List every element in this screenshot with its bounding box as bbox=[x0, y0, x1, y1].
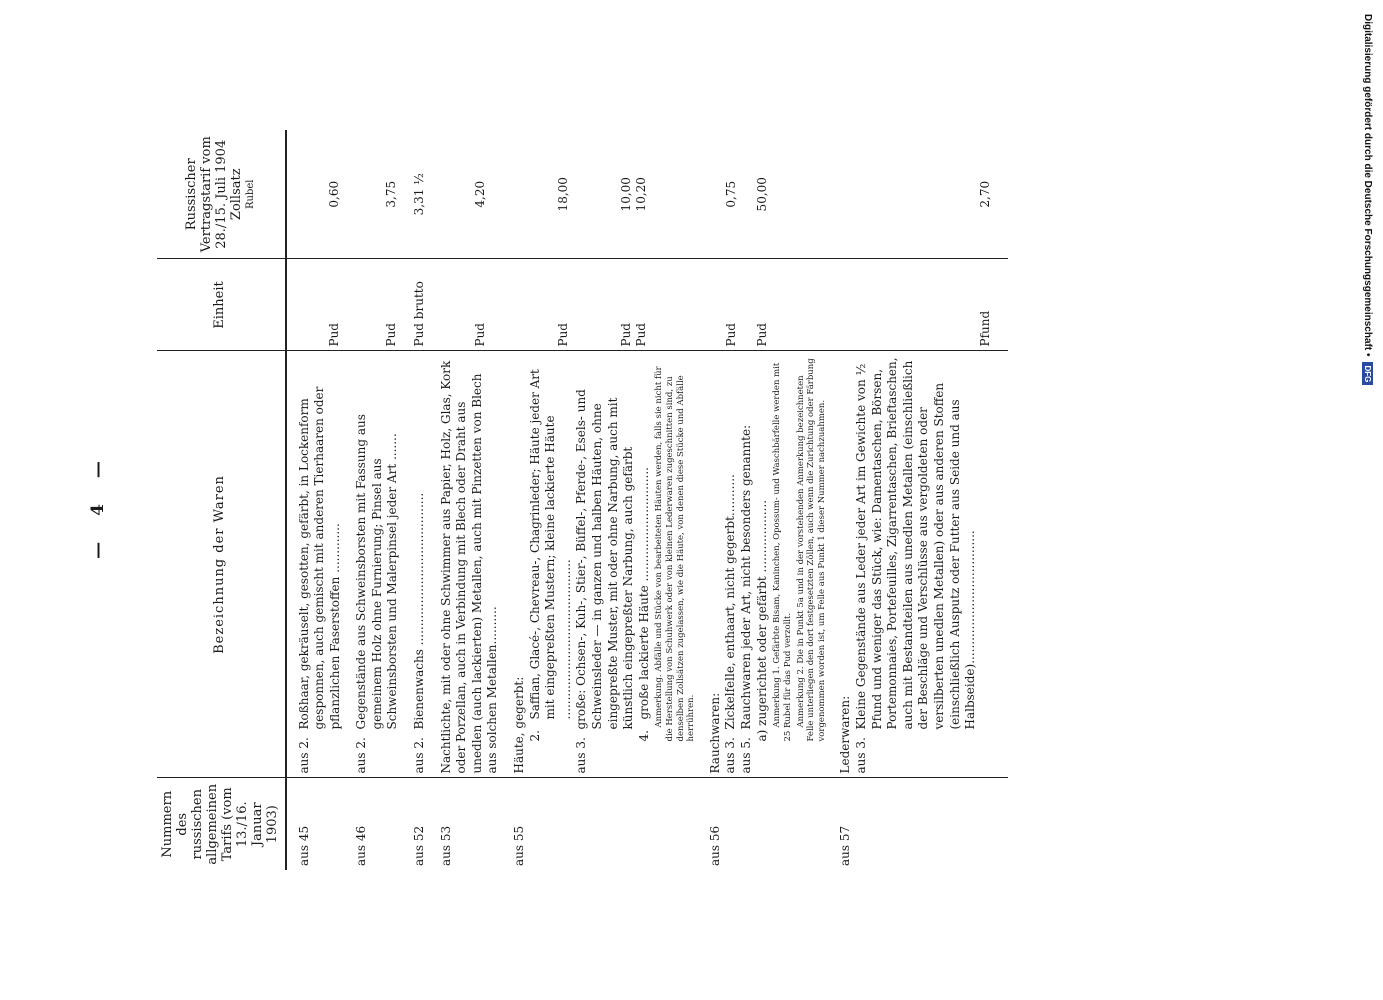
tariff-table-container bbox=[157, 130, 1237, 870]
tariff-number: aus 55 bbox=[512, 825, 527, 866]
item-number: 2. bbox=[527, 730, 542, 742]
table-header-row bbox=[157, 130, 286, 870]
item-rate: 3,75 bbox=[384, 180, 399, 208]
tariff-number: aus 57 bbox=[838, 825, 853, 866]
group-heading: Häute, gegerbt: bbox=[512, 676, 527, 774]
item-unit: Pfund bbox=[978, 310, 993, 347]
item-ref: aus 5. bbox=[739, 737, 754, 774]
item-rate: 10,00 bbox=[618, 177, 633, 212]
item-rate: 4,20 bbox=[472, 180, 487, 208]
item-rate: 10,20 bbox=[634, 177, 649, 212]
group-heading: Rauchwaren: bbox=[707, 692, 722, 774]
item-description: Nachtlichte, mit oder ohne Schwimmer aus Papier, Holz, Glas, Kork oder Porzellan, auch in Verbindung mit Blech oder Draht aus unedlen (auch lackierten) Metallen, auch mit Pinzetten von Blech aus solchen Metallen.......... bbox=[429, 351, 502, 778]
table-row bbox=[502, 130, 698, 870]
item-description: a) zugerichtet oder gefärbt ................... bbox=[754, 499, 769, 742]
tariff-number: aus 46 bbox=[354, 825, 369, 866]
item-description: Bienenwachs ........................................ bbox=[412, 492, 427, 730]
item-rate: 18,00 bbox=[556, 177, 571, 212]
tariff-number: aus 56 bbox=[707, 825, 722, 866]
item-ref: aus 3. bbox=[574, 737, 589, 774]
header-rate-label: Russischer Vertragstarif vom 28./15. Juli 1904 Zollsatz bbox=[184, 136, 244, 253]
item-ref: aus 3. bbox=[853, 737, 868, 774]
header-unit: Einheit bbox=[157, 259, 286, 351]
tariff-number: aus 53 bbox=[438, 825, 453, 866]
dfg-logo: DFG bbox=[1363, 362, 1374, 385]
item-description: Rauchwaren jeder Art, nicht besonders genannte: bbox=[739, 424, 754, 730]
item-description: Zickelfelle, enthaart, nicht gegerbt........... bbox=[723, 474, 738, 730]
tariff-number: aus 52 bbox=[412, 825, 427, 866]
sub-item bbox=[854, 356, 979, 774]
table-row bbox=[402, 130, 429, 870]
item-rate: 0,75 bbox=[723, 180, 738, 208]
item-rate: 2,70 bbox=[978, 180, 993, 208]
credit-text: Digitalisierung gefördert durch die Deutsche Forschungsgemeinschaft • bbox=[1362, 14, 1374, 357]
header-rate-unit: Rubel bbox=[244, 179, 256, 209]
header-rate bbox=[157, 130, 286, 259]
tariff-number: aus 45 bbox=[296, 825, 311, 866]
page-number: — 4 — bbox=[88, 451, 108, 559]
item-unit: Pud bbox=[384, 323, 399, 347]
group-heading: Lederwaren: bbox=[838, 695, 853, 774]
table-row bbox=[828, 130, 1008, 870]
item-ref: aus 3. bbox=[723, 737, 738, 774]
item-number: 4. bbox=[636, 730, 651, 742]
item-unit: Pud bbox=[634, 323, 649, 347]
item-unit: Pud bbox=[556, 323, 571, 347]
sub-item bbox=[739, 356, 755, 774]
sub-item bbox=[723, 356, 739, 774]
item-unit: Pud brutto bbox=[402, 259, 429, 351]
item-description: große: Ochsen-, Kuh-, Stier-, Büffel-, Pferde-, Esels- und Schweinsleder — in ganzen und halben Häuten, ohne eingepreßte Muster, mit oder ohne Narbung, auch mit künstlich eingepreßter Narbung, auch gefärbt bbox=[574, 389, 636, 730]
item-unit: Pud bbox=[472, 323, 487, 347]
item-ref: aus 2. bbox=[412, 737, 427, 774]
table-row bbox=[698, 130, 829, 870]
item-unit: Pud bbox=[326, 323, 341, 347]
footnote: Anmerkung 1. Gefärbte Bisam, Kaninchen, Opossum- und Waschbärfelle werden mit 25 Rubel für das Pud verzollt. bbox=[772, 362, 793, 742]
item-description: Saffian, Glacé-, Chevreau-, Chagrinleder; Häute jeder Art mit eingepreßten Mustern; kleine lackierte Häute .......................................... bbox=[527, 369, 573, 720]
table-row bbox=[344, 130, 402, 870]
table-row bbox=[286, 130, 345, 870]
sub-item bbox=[528, 356, 575, 774]
item-unit: Pud bbox=[618, 323, 633, 347]
item-ref: aus 2. bbox=[296, 737, 311, 774]
sub-item bbox=[637, 356, 653, 774]
item-description: Kleine Gegenstände aus Leder jeder Art im Gewichte von ½ Pfund und weniger das Stück, wie: Damentaschen, Börsen, Portemonnaies, Portefeuilles, Zigarrentaschen, Brieftaschen, auch mit Bestandteilen aus unedlen Metallen (einschließlich der Beschläge und Verschlüsse aus vergoldeten oder versilberten unedlen Metallen) oder aus anderen Stoffen (einschließlich Ausputz oder Futter aus Seide und aus Halbseide)................................... bbox=[853, 357, 978, 730]
footnote: Anmerkung 2. Die in Punkt 5a und in der vorstehenden Anmerkung bezeichneten Felle unterliegen den dort festgesetzten Zöllen, auch wenn die Zurichtung oder Färbung vorgenommen worden ist, um Felle aus Punkt 1 dieser Nummer nachzuahmen. bbox=[795, 358, 827, 742]
item-description: Gegenstände aus Schweinsborsten mit Fassung aus gemeinem Holz ohne Furnierung; Pinsel aus Schweinsborsten und Malerpinsel jeder Art ....... bbox=[354, 414, 400, 730]
item-ref: aus 2. bbox=[354, 737, 369, 774]
header-tariff-number: Nummern des russischen allgemeinen Tarifs (vom 13./16. Januar 1903) bbox=[157, 778, 286, 870]
item-description: Roßhaar, gekräuselt, gesotten, gefärbt, in Lockenform gesponnen, auch gemischt mit anderen Tierhaaren oder pflanzlichen Faserstoffen ............. bbox=[296, 386, 342, 730]
tariff-table bbox=[157, 130, 1008, 870]
table-row bbox=[429, 130, 502, 870]
sub-item bbox=[574, 356, 636, 774]
item-rate: 50,00 bbox=[755, 177, 770, 212]
header-goods: Bezeichnung der Waren bbox=[157, 351, 286, 778]
footnote: Anmerkung. Abfälle und Stücke von bearbeiteten Häuten werden, falls sie nicht für die Herstellung von Schuhwerk oder von kleinen Lederwaren zugeschnitten sind, zu denselben Zollsätzen zugelassen, wie die Häute, von denen diese Stücke und Abfälle herrühren. bbox=[654, 366, 697, 742]
item-rate: 0,60 bbox=[326, 180, 341, 208]
item-unit: Pud bbox=[723, 323, 738, 347]
item-rate: 3,31 ½ bbox=[402, 130, 429, 259]
item-description: große lackierte Häute .............................. bbox=[636, 467, 651, 720]
item-unit: Pud bbox=[755, 323, 770, 347]
